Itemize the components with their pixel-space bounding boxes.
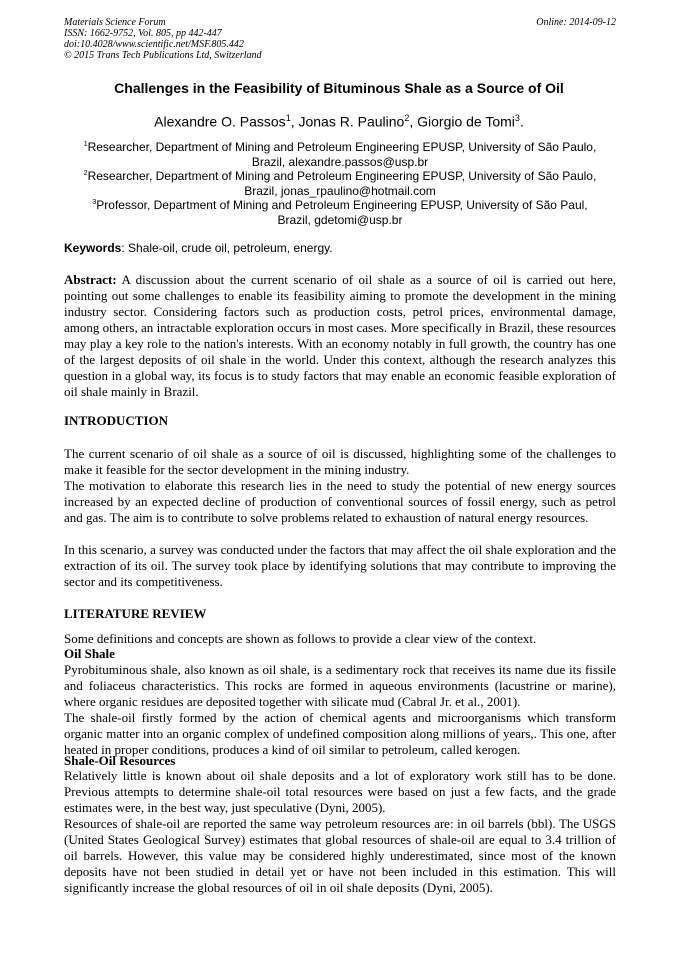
author-sup: 3 <box>514 113 520 123</box>
resources-paragraph-1: Relatively little is known about oil shale deposits and a lot of exploratory work still has to be done. Previous attempts to determine shale-oil total resources were based on just a few facts, and the grade estimates were, in the best way, just speculative (Dyni, 2005). <box>64 768 616 815</box>
literature-intro: Some definitions and concepts are shown as follows to provide a clear view of the context. <box>64 631 537 646</box>
intro-paragraph-3: In this scenario, a survey was conducted under the factors that may affect the oil shale exploration and the extraction of its oil. The survey took place by identifying solutions that may contribute to improving the sector and its competitiveness. <box>64 542 616 589</box>
author-list: Alexandre O. Passos$^1$, Jonas R. Paulino$^2$, Giorgio de Tomi$^3$. <box>154 113 524 130</box>
intro-paragraph-2: The motivation to elaborate this research lies in the need to study the potential of new energy sources increased by an expected decline of production of conventional sources of fossil energy, such as petrol and gas. The aim is to contribute to solve problems related to exhaustion of natural energy resources. <box>64 478 616 525</box>
keywords <box>64 241 616 255</box>
author-sup: 1 <box>285 113 291 123</box>
journal-header <box>64 17 616 61</box>
resources-paragraph-2: Resources of shale-oil are reported the same way petroleum resources are: in oil barrels (bbl). The USGS (United States Geological Survey) estimates that global resources of shale-oil are equal to 3.4 trillion of oil barrels. However, this value may be considered highly underestimated, since most of the known deposits have not been studied in detail yet or have not been included in this estimation. This will significantly increase the global resources of oil in oil shale deposits (Dyni, 2005). <box>64 816 616 895</box>
heading-introduction: INTRODUCTION <box>64 413 169 428</box>
paper-title: Challenges in the Feasibility of Bituminous Shale as a Source of Oil <box>114 80 564 96</box>
subheading-shale-oil-resources: Shale-Oil Resources <box>64 753 176 768</box>
affiliation-2: $^2$Researcher, Department of Mining and Petroleum Engineering EPUSP, University of São Paulo, Brazil, jonas_rpaulino@hotmail.com <box>83 169 597 198</box>
abstract <box>64 272 616 400</box>
abstract-text: A discussion about the current scenario of oil shale as a source of oil is carried out here, pointing out some challenges to enable its feasibility aiming to promote the development in the mining industry sector. Considering factors such as production costs, petrol prices, environmental damage, among others, an intractable exploration occurs in most cases. More specifically in Brazil, these resources may play a key role to the nation's interests. With an economy notably in full growth, the country has one of the largest deposits of oil shale in the world. Under this context, although the research analyzes this question in a global way, its focus is to study factors that may enable an economic feasible exploration of oil shale mainly in Brazil. <box>64 272 616 399</box>
journal-issn: ISSN: 1662-9752, Vol. 805, pp 442-447 <box>64 28 222 39</box>
online-date: Online: 2014-09-12 <box>536 17 616 28</box>
intro-paragraph-1: The current scenario of oil shale as a source of oil is discussed, highlighting some of the challenges to make it feasible for the sector development in the mining industry. <box>64 446 616 477</box>
journal-doi: doi:10.4028/www.scientific.net/MSF.805.442 <box>64 39 244 50</box>
affiliation-3: $^3$Professor, Department of Mining and Petroleum Engineering EPUSP, University of São Paul, Brazil, gdetomi@usp.br <box>92 198 588 227</box>
oil-shale-paragraph-2: The shale-oil firstly formed by the action of chemical agents and microorganisms which transform organic matter into an organic complex of undefined composition along millions of years,. This one, after heated in proper conditions, produces a kind of oil similar to petroleum, called kerogen. <box>64 710 616 757</box>
author-name: Jonas R. Paulino <box>298 113 405 130</box>
oil-shale-paragraph-1: Pyrobituminous shale, also known as oil shale, is a sedimentary rock that receives its name due its fissile and foliaceus characteristics. This rocks are formed in aqueous environments (lacustrine or marine), where organic residues are deposited together with silicate mud (Cabral Jr. et al., 2001). <box>64 662 616 709</box>
journal-copyright: © 2015 Trans Tech Publications Ltd, Switzerland <box>64 50 262 61</box>
keywords-text: : Shale-oil, crude oil, petroleum, energy. <box>121 241 333 255</box>
journal-name: Materials Science Forum <box>64 17 166 28</box>
keywords-label: Keywords <box>64 241 122 255</box>
abstract-label: Abstract: <box>64 272 117 287</box>
affiliation-1: $^1$Researcher, Department of Mining and Petroleum Engineering EPUSP, University of São Paulo, Brazil, alexandre.passos@usp.br <box>83 140 597 169</box>
subheading-oil-shale: Oil Shale <box>64 646 115 661</box>
heading-literature-review: LITERATURE REVIEW <box>64 606 207 621</box>
author-sup: 2 <box>404 113 410 123</box>
author-name: Giorgio de Tomi <box>417 113 515 130</box>
author-name: Alexandre O. Passos <box>154 113 286 130</box>
